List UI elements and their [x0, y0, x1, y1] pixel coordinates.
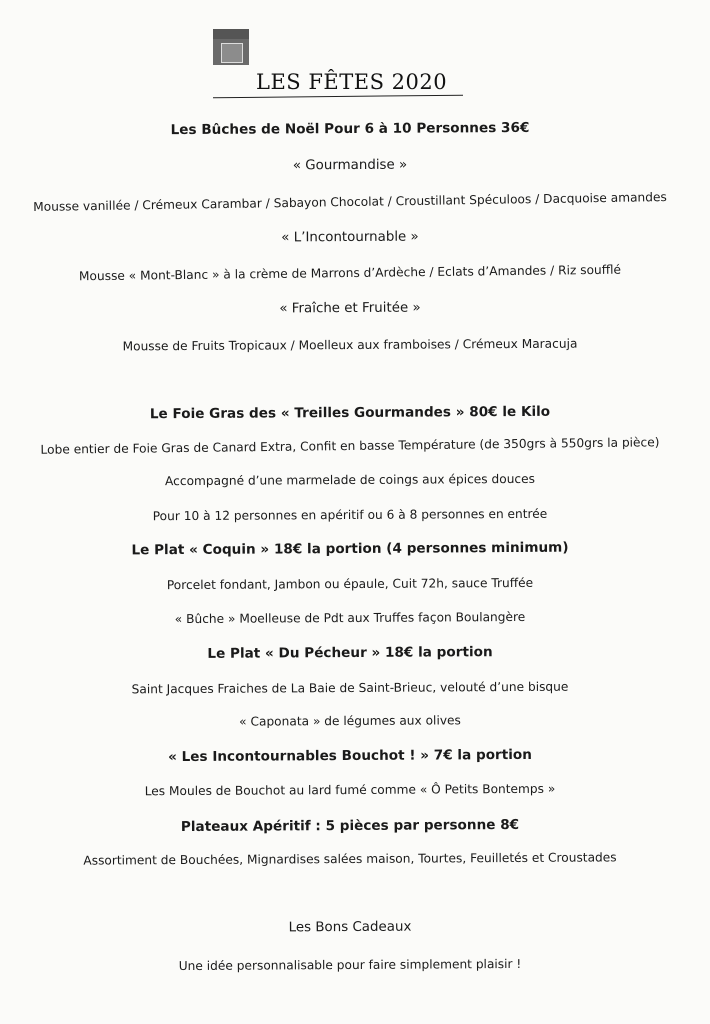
section-heading-plateaux: Plateaux Apéritif : 5 pièces par personne 8€	[180, 816, 520, 836]
description: Mousse « Mont-Blanc » à la crème de Marrons d’Ardèche / Eclats d’Amandes / Riz soufflé	[78, 262, 622, 284]
description: « Bûche » Moelleuse de Pdt aux Truffes façon Boulangère	[174, 609, 526, 627]
section-heading-bouchot: « Les Incontournables Bouchot ! » 7€ la portion	[168, 746, 532, 766]
section-heading-buches: Les Bûches de Noël Pour 6 à 10 Personnes 36€	[170, 119, 530, 139]
logo	[213, 33, 249, 65]
description: Mousse vanillée / Crémeux Carambar / Sabayon Chocolat / Croustillant Spéculoos / Dacquoise amandes	[33, 190, 667, 214]
subheading-gourmandise: « Gourmandise »	[292, 157, 408, 174]
subheading-bons-cadeaux: Les Bons Cadeaux	[288, 919, 412, 936]
title-underline	[213, 95, 463, 99]
section-heading-plat-pecheur: Le Plat « Du Pécheur » 18€ la portion	[207, 644, 493, 662]
subheading-incontournable: « L’Incontournable »	[281, 229, 419, 246]
description: Une idée personnalisable pour faire simplement plaisir !	[178, 956, 522, 974]
description: Porcelet fondant, Jambon ou épaule, Cuit 72h, sauce Truffée	[166, 575, 534, 593]
page-title: LES FÊTES 2020	[256, 70, 448, 94]
section-heading-plat-coquin: Le Plat « Coquin » 18€ la portion (4 personnes minimum)	[131, 539, 569, 559]
description: Lobe entier de Foie Gras de Canard Extra, Confit en basse Température (de 350grs à 550grs la pièce)	[40, 435, 660, 457]
description: Pour 10 à 12 personnes en apéritif ou 6 à 8 personnes en entrée	[152, 506, 548, 524]
section-heading-foie-gras: Le Foie Gras des « Treilles Gourmandes » 80€ le Kilo	[149, 403, 551, 423]
description: Assortiment de Bouchées, Mignardises salées maison, Tourtes, Feuilletés et Croustades	[83, 850, 617, 868]
description: Accompagné d’une marmelade de coings aux épices douces	[164, 471, 535, 489]
subheading-fraiche-fruitee: « Fraîche et Fruitée »	[279, 300, 421, 317]
description: Les Moules de Bouchot au lard fumé comme « Ô Petits Bontemps »	[144, 781, 556, 799]
description: « Caponata » de légumes aux olives	[239, 713, 461, 729]
description: Saint Jacques Fraiches de La Baie de Saint-Brieuc, velouté d’une bisque	[131, 679, 569, 697]
description: Mousse de Fruits Tropicaux / Moelleux aux framboises / Crémeux Maracuja	[122, 336, 578, 354]
